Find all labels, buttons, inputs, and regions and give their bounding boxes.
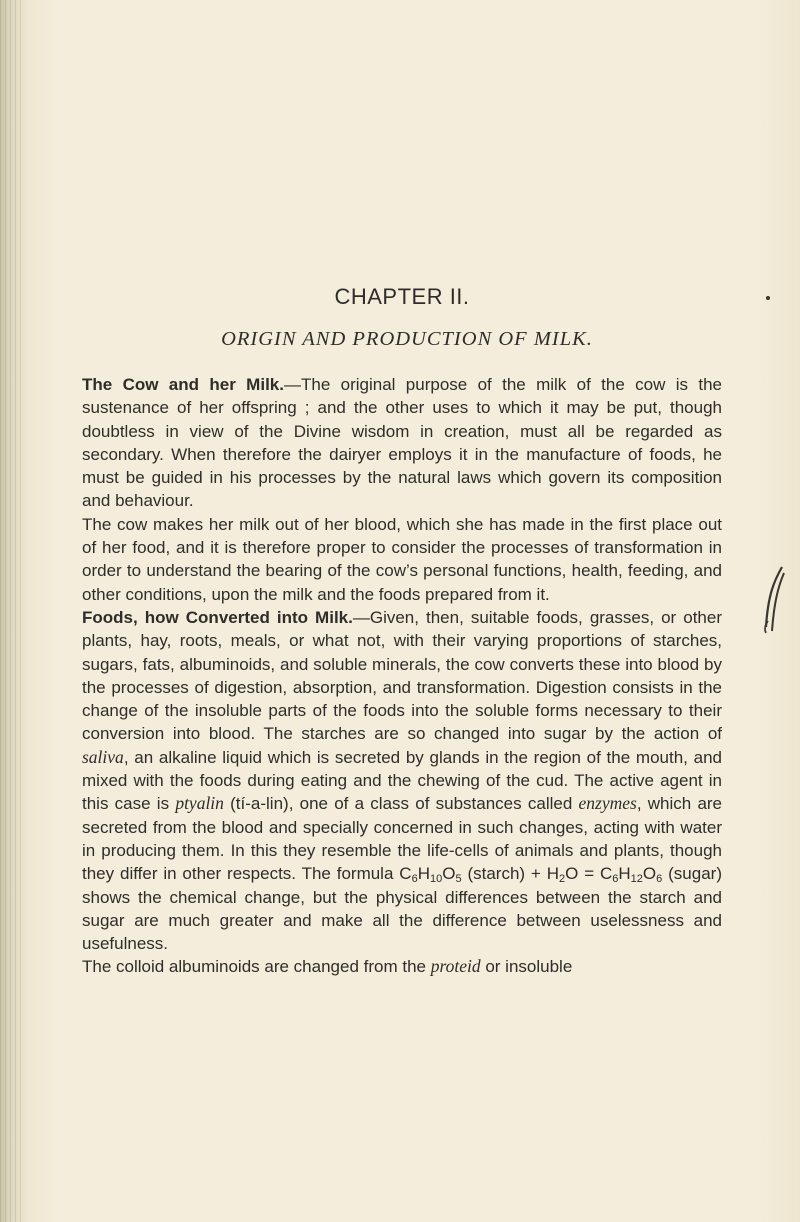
text-run: O	[442, 864, 456, 884]
italic-term: saliva	[82, 746, 124, 767]
italic-term: enzymes	[578, 793, 637, 814]
text-run: (sugar) shows the chemical change, but the physical differences between the starch and sugar are much greater and make all the difference between uselessness and usefulness.	[82, 864, 722, 954]
text-run: or insoluble	[480, 957, 573, 977]
book-spine-shadow	[0, 0, 22, 1222]
text-run: H	[618, 864, 631, 884]
subscript: 10	[429, 873, 443, 886]
text-run: —Given, then, suitable foods, grasses, or other plants, hay, roots, meals, or what not, with their varying proportions of starches, sugars, fats, albuminoids, and soluble minerals, the cow converts these into blood by the processes of digestion, absorption, and transformation. Digestion consists in the change of the insoluble parts of the foods into the soluble forms necessary to their conversion into blood. The starches are so changed into sugar by the action of	[82, 607, 722, 744]
text-run: The colloid albuminoids are changed from the	[82, 957, 431, 977]
subscript: 6	[612, 873, 619, 886]
paragraph-albuminoids	[82, 955, 722, 978]
paragraph-foods-converted	[82, 606, 722, 955]
paragraph-text: —The original purpose of the milk of the cow is the sustenance of her offspring ; and the other uses to which it may be put, though doubtless in view of the Divine wisdom in creation, must all be regarded as secondary. When therefore the dairyer employs it in the manufacture of foods, he must be guided in his processes by the natural laws which govern its composition and behaviour.	[82, 375, 723, 511]
run-in-heading: Foods, how Converted into Milk.	[82, 607, 353, 627]
text-run: (tí-a-lin), one of a class of substances called	[223, 794, 579, 814]
text-run: O = C	[565, 864, 613, 884]
paragraph-text: The cow makes her milk out of her blood, which she has made in the first place out of her food, and it is therefore proper to consider the processes of transformation in order to understand the bearing of the cow’s personal functions, health, feeding, and other conditions, upon the milk and the foods prepared from it.	[82, 514, 722, 604]
subscript: 2	[558, 873, 566, 886]
text-run: (starch) + H	[461, 864, 559, 884]
text-run: , which are secreted from the blood and specially concerned in such changes, acting with water in producing them. In this they resemble the life-cells of animals and plants, though they differ in other respects. The formula C	[82, 794, 723, 884]
subscript: 12	[630, 873, 643, 886]
subscript: 6	[656, 873, 663, 886]
italic-term: ptyalin	[175, 793, 224, 814]
subscript: 5	[455, 873, 462, 886]
paragraph-blood	[82, 513, 722, 606]
subscript: 6	[411, 873, 418, 886]
section-title: ORIGIN AND PRODUCTION OF MILK.	[221, 328, 593, 350]
text-run: O	[642, 864, 657, 884]
italic-term: proteid	[430, 956, 481, 977]
text-run: H	[417, 864, 430, 884]
margin-pencil-mark-icon	[762, 565, 786, 635]
page-content	[82, 284, 722, 979]
margin-dot	[766, 296, 770, 300]
paragraph-cow-and-milk	[82, 373, 722, 513]
run-in-heading: The Cow and her Milk.	[82, 375, 284, 394]
chapter-heading: CHAPTER II.	[334, 284, 470, 309]
text-run: , an alkaline liquid which is secreted by glands in the region of the mouth, and mixed with the foods during eating and the chewing of the cud. The active agent in this case is	[82, 747, 722, 814]
